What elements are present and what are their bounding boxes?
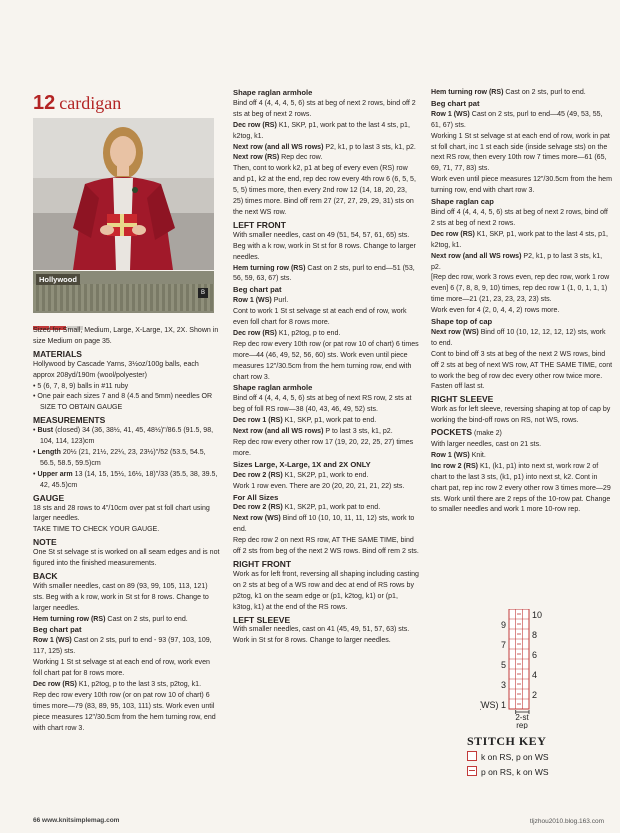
row-text: K1, p2tog, p to the last 3 sts, p2tog, k1. bbox=[76, 681, 202, 688]
materials-heading: MATERIALS bbox=[33, 348, 82, 359]
sleeve-text-2: Work even until piece measures 12"/30.5cm from the hem turning row, end with chart row 3. bbox=[431, 176, 612, 195]
back-heading: BACK bbox=[33, 570, 58, 581]
yarn-swatch-texture bbox=[33, 284, 214, 311]
row-text: K1, SKP, p1, work pat to the last 4 sts, p1, k2tog, k1. bbox=[233, 121, 410, 140]
row-label: Hem turning row (RS) bbox=[233, 264, 306, 272]
yarn-swatch-strip bbox=[33, 271, 214, 313]
top-cap-row bbox=[431, 328, 613, 350]
pattern-number: 12 bbox=[33, 92, 56, 114]
stitch-key-purl-label: p on RS, k on WS bbox=[481, 767, 549, 777]
row-label: Row 1 (WS) bbox=[33, 637, 72, 645]
raglan-text: Bind off 4 (4, 4, 4, 5, 6) sts at beg of next 2 rows, bind off 2 sts at beg of next 2 rows. bbox=[233, 99, 416, 118]
left-front-dec bbox=[233, 329, 419, 340]
next-row-rs bbox=[233, 153, 419, 164]
all-sizes-text: Rep dec row 2 on next RS row, AT THE SAME TIME, bind off 2 sts from beg of the next 2 WS rows. Bind off rem 2 sts. bbox=[233, 537, 419, 556]
pockets-text: With larger needles, cast on 21 sts. bbox=[431, 441, 542, 448]
left-front-row1 bbox=[233, 296, 419, 307]
chart-row-label: (WS) 1 bbox=[480, 700, 506, 710]
chart-grid bbox=[509, 609, 529, 709]
cap-next-row bbox=[431, 252, 613, 274]
materials-item: • 5 (6, 7, 8, 9) balls in #11 ruby bbox=[33, 382, 129, 390]
all-sizes-heading: For All Sizes bbox=[233, 492, 279, 502]
pattern-name: cardigan bbox=[59, 93, 122, 113]
column-1 bbox=[33, 326, 220, 735]
pockets-heading: POCKETS bbox=[431, 427, 473, 438]
measurement-value: 13 (14, 15, 15½, 16½, 18)"/33 (35.5, 38, 39.5, 42, 45.5)cm bbox=[40, 470, 218, 489]
left-sleeve-text: With smaller needles, cast on 41 (45, 49, 51, 57, 63) sts. Work in St st for 8 rows. Change to larger needles. bbox=[233, 626, 410, 645]
blog-watermark: tljzhou2010.blog.163.com bbox=[529, 818, 604, 825]
left-front-dec1 bbox=[233, 416, 419, 427]
measurement-label: Length bbox=[37, 448, 61, 456]
row-text: K1, (k1, p1) into next st, work row 2 of chart to the last 3 sts, (k1, p1) into next st, k2. Cont in chart pat, rep inc row 2 every other row 3 times more—29 sts. Work until there are 2 reps of the 10-row pat. Change to smaller needles and work 1 more 10-row rep. bbox=[431, 462, 611, 514]
gauge-heading: GAUGE bbox=[33, 492, 65, 503]
all-sizes-next bbox=[233, 514, 419, 536]
row-label: Hem turning row (RS) bbox=[431, 89, 504, 96]
row-text: K1, SK2P, p1, work pat to end. bbox=[282, 504, 381, 512]
measurement-label: Upper arm bbox=[37, 470, 73, 478]
row-text: Cast on 2 sts, purl to end. bbox=[503, 89, 586, 96]
chart-row-label: 4 bbox=[532, 670, 538, 680]
sizes-text: Work 1 row even. There are 20 (20, 20, 21, 21, 22) sts. bbox=[233, 482, 405, 490]
column-2 bbox=[233, 88, 419, 647]
pockets-heading-line bbox=[431, 427, 613, 440]
chart-row-label: 3 bbox=[500, 680, 506, 690]
row-label: Dec row (RS) bbox=[431, 230, 475, 238]
raglan-cap-heading: Shape raglan cap bbox=[431, 197, 494, 207]
row-text: Cast on 2 sts, purl to end—51 (53, 56, 59, 63, 67) sts. bbox=[233, 264, 415, 283]
sleeve-chart-heading: Beg chart pat bbox=[431, 98, 480, 108]
chart-row-label: 5 bbox=[500, 660, 506, 670]
row-text: Rep dec row. bbox=[279, 154, 323, 162]
knit-square-icon bbox=[467, 751, 477, 761]
row-label: Row 1 (WS) bbox=[233, 297, 272, 305]
cap-dec-row bbox=[431, 230, 613, 252]
raglan-cap-text: Bind off 4 (4, 4, 4, 5, 6) sts at beg of next 2 rows, bind off 2 sts at beg of next 2 rows. bbox=[431, 208, 608, 227]
row-label: Dec row (RS) bbox=[233, 121, 277, 129]
right-sleeve-heading: RIGHT SLEEVE bbox=[431, 394, 494, 405]
chart-row-label: 9 bbox=[500, 620, 506, 630]
back-text-3: Rep dec row every 10th row (or on pat row 10 of chart) 6 times more—79 (83, 89, 95, 103, 111) sts. Work even until piece measures 12"/30.5cm from the hem turning row, end with chart row 3. bbox=[33, 691, 216, 732]
left-front-text-4: Rep dec row every other row 17 (19, 20, 22, 25, 27) times more. bbox=[233, 439, 414, 457]
then-text: Then, cont to work k2, p1 at beg of every even (RS) row and p1, k2 at the end, rep dec row every 4th row 6 (6, 5, 5, 5, 5) times more, then every 2nd row 12 (14, 18, 20, 23, 25) times more. Bind off rem 27 (27, 27, 29, 29, 31) sts on the next WS row. bbox=[233, 165, 416, 216]
dec-row bbox=[233, 121, 419, 143]
chart-repeat-label: 2-st bbox=[515, 713, 529, 722]
back-dec bbox=[33, 680, 220, 691]
chart-row-label: 2 bbox=[532, 690, 538, 700]
chart-row-label: 6 bbox=[532, 650, 538, 660]
back-text-2: Working 1 St st selvage st at each end of row, work even foll chart pat for 8 rows more. bbox=[33, 659, 210, 678]
row-label: Next row (WS) bbox=[233, 515, 281, 523]
measurement-bust: • Bust (closed) 34 (36, 38½, 41, 45, 48½)"/86.5 (91.5, 98, 104, 114, 123)cm bbox=[33, 427, 214, 446]
left-front-text-3: Rep dec row every 10th row (or pat row 10 of chart) 6 times more—44 (46, 49, 52, 56, 60) sts. Work even until piece measures 12"/30.5cm from the hem turning row, end with chart row 3. bbox=[233, 340, 419, 381]
chart-row-label: 10 bbox=[532, 610, 543, 620]
measurement-upper-arm: • Upper arm 13 (14, 15, 15½, 16½, 18)"/33 (35.5, 38, 39.5, 42, 45.5)cm bbox=[33, 470, 218, 489]
note-heading: NOTE bbox=[33, 537, 57, 548]
sizes-dec bbox=[233, 471, 419, 482]
row-label: Dec row (RS) bbox=[33, 681, 77, 688]
row-text: K1, SK2P, p1, work to end. bbox=[282, 471, 369, 479]
pockets-count: (make 2) bbox=[472, 430, 502, 438]
left-front-heading: LEFT FRONT bbox=[233, 219, 286, 230]
gauge-check: TAKE TIME TO CHECK YOUR GAUGE. bbox=[33, 526, 160, 534]
row-text: Bind off 10 (10, 10, 11, 11, 12) sts, work to end. bbox=[233, 515, 415, 534]
row-text: P2, k1, p to last 3 sts, k1, p2. bbox=[431, 252, 603, 271]
chart-row-label: 7 bbox=[500, 640, 506, 650]
row-text: P to last 3 sts, k1, p2. bbox=[323, 428, 393, 436]
intro-text: Sized for Small, Medium, Large, X-Large, 1X, 2X. Shown in size Medium on page 35. bbox=[33, 327, 219, 345]
row-label: Row 1 (WS) bbox=[431, 110, 470, 118]
row-label: Row 1 (WS) bbox=[431, 451, 470, 459]
stitch-key-heading: STITCH KEY bbox=[467, 734, 547, 748]
all-sizes-dec bbox=[233, 503, 419, 514]
pattern-title bbox=[33, 92, 121, 115]
back-hem bbox=[33, 615, 220, 626]
left-front-raglan-text: Bind off 4 (4, 4, 4, 5, 6) sts at beg of next RS row, 2 sts at beg of foll RS row—38 (40, 43, 46, 49, 52) sts. bbox=[233, 395, 412, 414]
row-label: Hem turning row (RS) bbox=[33, 615, 106, 623]
yarn-name-label: Hollywood bbox=[36, 274, 80, 285]
top-cap-text: Cont to bind off 3 sts at beg of the next 2 WS rows, bind off 2 sts at beg of next WS row, AT THE SAME TIME, cont to work the beg of row dec every other row twice more. Fasten off last st. bbox=[431, 350, 613, 391]
materials-item: • One pair each sizes 7 and 8 (4.5 and 5mm) needles OR SIZE TO OBTAIN GAUGE bbox=[33, 393, 213, 412]
skill-level-badge: B bbox=[198, 288, 208, 298]
sleeve-row1 bbox=[431, 110, 613, 132]
gauge-text: 18 sts and 28 rows to 4"/10cm over pat st foll chart using larger needles. bbox=[33, 504, 210, 523]
left-front-chart-heading: Beg chart pat bbox=[233, 285, 282, 295]
row-text: Cast on 2 sts, purl to end—45 (49, 53, 55, 61, 67) sts. bbox=[431, 110, 603, 129]
note-text: One St st selvage st is worked on all seam edges and is not figured into the finished measurements. bbox=[33, 549, 220, 568]
chart-repeat-label-2: rep bbox=[516, 721, 528, 729]
back-text: With smaller needles, cast on 89 (93, 99, 105, 113, 121) sts. Beg with a k row, work in St st for 8 rows. Change to larger needles. bbox=[33, 582, 209, 612]
left-front-raglan-heading: Shape raglan armhole bbox=[233, 383, 313, 393]
pockets-row1 bbox=[431, 451, 613, 462]
column-3 bbox=[431, 88, 613, 516]
stitch-chart bbox=[480, 609, 570, 729]
row-label: Next row (RS) bbox=[233, 154, 280, 162]
row-label: Dec row 2 (RS) bbox=[233, 504, 283, 512]
sleeve-hem bbox=[431, 88, 613, 99]
purl-square-icon bbox=[467, 766, 477, 776]
left-front-next bbox=[233, 427, 419, 438]
row-label: Dec row 1 (RS) bbox=[233, 417, 283, 425]
row-text: K1, SKP, p1, work pat to the last 4 sts, p1, k2tog, k1. bbox=[431, 230, 608, 249]
row-text: Purl. bbox=[271, 297, 289, 305]
stitch-key-knit-label: k on RS, p on WS bbox=[481, 752, 549, 762]
right-front-text: Work as for left front, reversing all shaping including casting on 2 sts at beg of a WS row and dec at end of RS rows by p2tog, k1 on the seam edge or (p1, k2tog, k1) or (p1, k3tog, k1) at the end of the RS rows. bbox=[233, 570, 419, 611]
next-row bbox=[233, 143, 419, 154]
back-row1 bbox=[33, 636, 220, 658]
row-label: Inc row 2 (RS) bbox=[431, 462, 478, 470]
measurement-value: (closed) 34 (36, 38½, 41, 45, 48½)"/86.5 (91.5, 98, 104, 114, 123)cm bbox=[40, 427, 214, 446]
row-label: Next row (and all WS rows) bbox=[233, 428, 324, 436]
row-label: Next row (and all WS rows) bbox=[431, 252, 522, 260]
row-text: Bind off 10 (10, 12, 12, 12, 12) sts, work to end. bbox=[431, 328, 606, 347]
measurements-heading: MEASUREMENTS bbox=[33, 415, 106, 426]
row-text: P2, k1, p to last 3 sts, k1, p2. bbox=[323, 143, 416, 151]
row-text: K1, p2tog, p to end. bbox=[276, 329, 341, 337]
right-sleeve-text: Work as for left sleeve, reversing shaping at top of cap by working the bind-off rows on RS, not WS, rows. bbox=[431, 406, 611, 425]
row-text: Knit. bbox=[469, 451, 486, 459]
back-chart-heading: Beg chart pat bbox=[33, 625, 82, 635]
measurement-label: Bust bbox=[37, 427, 54, 435]
sizes-heading: Sizes Large, X-Large, 1X and 2X ONLY bbox=[233, 459, 371, 469]
row-label: Next row (and all WS rows) bbox=[233, 143, 324, 151]
measurement-length: • Length 20½ (21, 21½, 22¼, 23, 23½)"/52 (53.5, 54.5, 56.5, 58.5, 59.5)cm bbox=[33, 448, 206, 467]
row-text: Cast on 2 sts, purl to end. bbox=[105, 615, 188, 623]
row-label: Next row (WS) bbox=[431, 328, 479, 336]
sleeve-text-1: Working 1 St st selvage st at each end of row, work in pat st foll chart, inc 1 st each side (inside selvage sts) on the next RS row, then every 10th row 7 times more—61 (65, 69, 71, 77, 83) sts. bbox=[431, 132, 610, 173]
left-front-hem bbox=[233, 264, 419, 286]
row-text: Cast on 2 sts, purl to end - 93 (97, 103, 109, 117, 125) sts. bbox=[33, 637, 212, 656]
stitch-key-purl bbox=[467, 766, 549, 777]
row-label: Dec row 2 (RS) bbox=[233, 471, 283, 479]
materials-text: Hollywood by Cascade Yarns, 3½oz/100g balls, each approx 208yd/190m (wool/polyester) bbox=[33, 360, 199, 379]
top-cap-heading: Shape top of cap bbox=[431, 317, 493, 327]
model-photo bbox=[33, 118, 214, 270]
stitch-key-knit bbox=[467, 751, 549, 762]
measurement-value: 20½ (21, 21½, 22¼, 23, 23½)"/52 (53.5, 54.5, 56.5, 58.5, 59.5)cm bbox=[40, 448, 206, 467]
page-footer: 66 www.knitsimplemag.com bbox=[33, 817, 120, 824]
left-front-text: With smaller needles, cast on 49 (51, 54, 57, 61, 65) sts. Beg with a k row, work in St st for 8 rows. Change to larger needles. bbox=[233, 231, 416, 261]
row-label: Dec row (RS) bbox=[233, 329, 277, 337]
left-sleeve-heading: LEFT SLEEVE bbox=[233, 614, 291, 625]
pockets-inc bbox=[431, 462, 613, 517]
cap-even-text: Work even for 4 (2, 0, 4, 4, 2) rows more. bbox=[431, 307, 560, 315]
row-text: K1, SKP, p1, work pat to end. bbox=[282, 417, 377, 425]
left-front-text-2: Cont to work 1 St st selvage st at each end of row, work even foll chart for 8 rows more. bbox=[233, 308, 407, 327]
cap-rep-text: [Rep dec row, work 3 rows even, rep dec row, work 1 row even] 6 (7, 8, 8, 9, 10) times, rep dec row 1 (1, 0, 1, 1, 1) time more—21 (21, 23, 23, 23, 23) sts. bbox=[431, 274, 610, 304]
raglan-heading: Shape raglan armhole bbox=[233, 88, 313, 97]
chart-row-label: 8 bbox=[532, 630, 538, 640]
right-front-heading: RIGHT FRONT bbox=[233, 558, 292, 569]
